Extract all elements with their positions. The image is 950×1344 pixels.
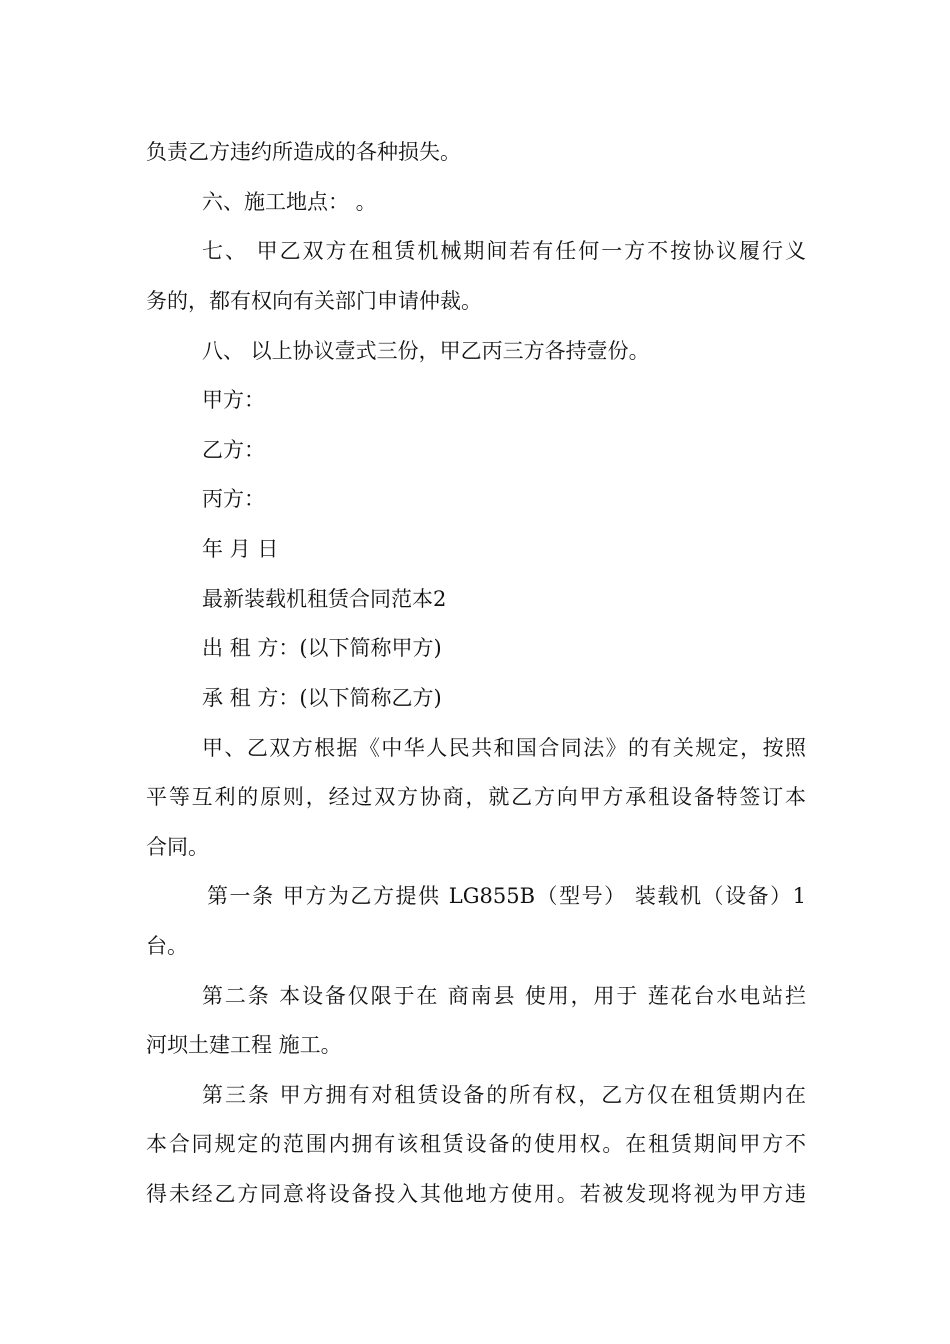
text-line: 务的，都有权向有关部门申请仲裁。: [146, 289, 482, 313]
lessee-line: 承 租 方：(以下简称乙方): [202, 686, 442, 710]
lessor-line: 出 租 方：(以下简称甲方): [202, 636, 442, 660]
text-line: 第一条 甲方为乙方提供 LG855B（型号） 装载机（设备）1: [207, 884, 806, 908]
text-line: 合同。: [146, 835, 209, 859]
text-line: 甲、乙双方根据《中华人民共和国合同法》的有关规定，按照: [202, 736, 806, 760]
text-line: 得未经乙方同意将设备投入其他地方使用。若被发现将视为甲方违: [146, 1182, 806, 1206]
text-line: 第三条 甲方拥有对租赁设备的所有权，乙方仅在租赁期内在: [202, 1083, 806, 1107]
text-line: 负责乙方违约所造成的各种损失。: [146, 140, 461, 164]
text-line: 本合同规定的范围内拥有该租赁设备的使用权。在租赁期间甲方不: [146, 1132, 806, 1156]
text-line: 七、 甲乙双方在租赁机械期间若有任何一方不按协议履行义: [202, 239, 806, 263]
signature-label-party-c: 丙方：: [202, 487, 265, 511]
signature-label-party-b: 乙方：: [202, 438, 265, 462]
text-line: 六、施工地点： 。: [202, 190, 377, 214]
text-line: 平等互利的原则，经过双方协商，就乙方向甲方承租设备特签订本: [146, 785, 806, 809]
signature-label-party-a: 甲方：: [202, 388, 265, 412]
text-line: 第二条 本设备仅限于在 商南县 使用，用于 莲花台水电站拦: [202, 984, 806, 1008]
text-line: 八、 以上协议壹式三份，甲乙丙三方各持壹份。: [202, 339, 650, 363]
date-line: 年 月 日: [202, 537, 279, 561]
text-line: 台。: [146, 934, 188, 958]
section-title: 最新装载机租赁合同范本2: [202, 587, 447, 611]
text-line: 河坝土建工程 施工。: [146, 1033, 342, 1057]
